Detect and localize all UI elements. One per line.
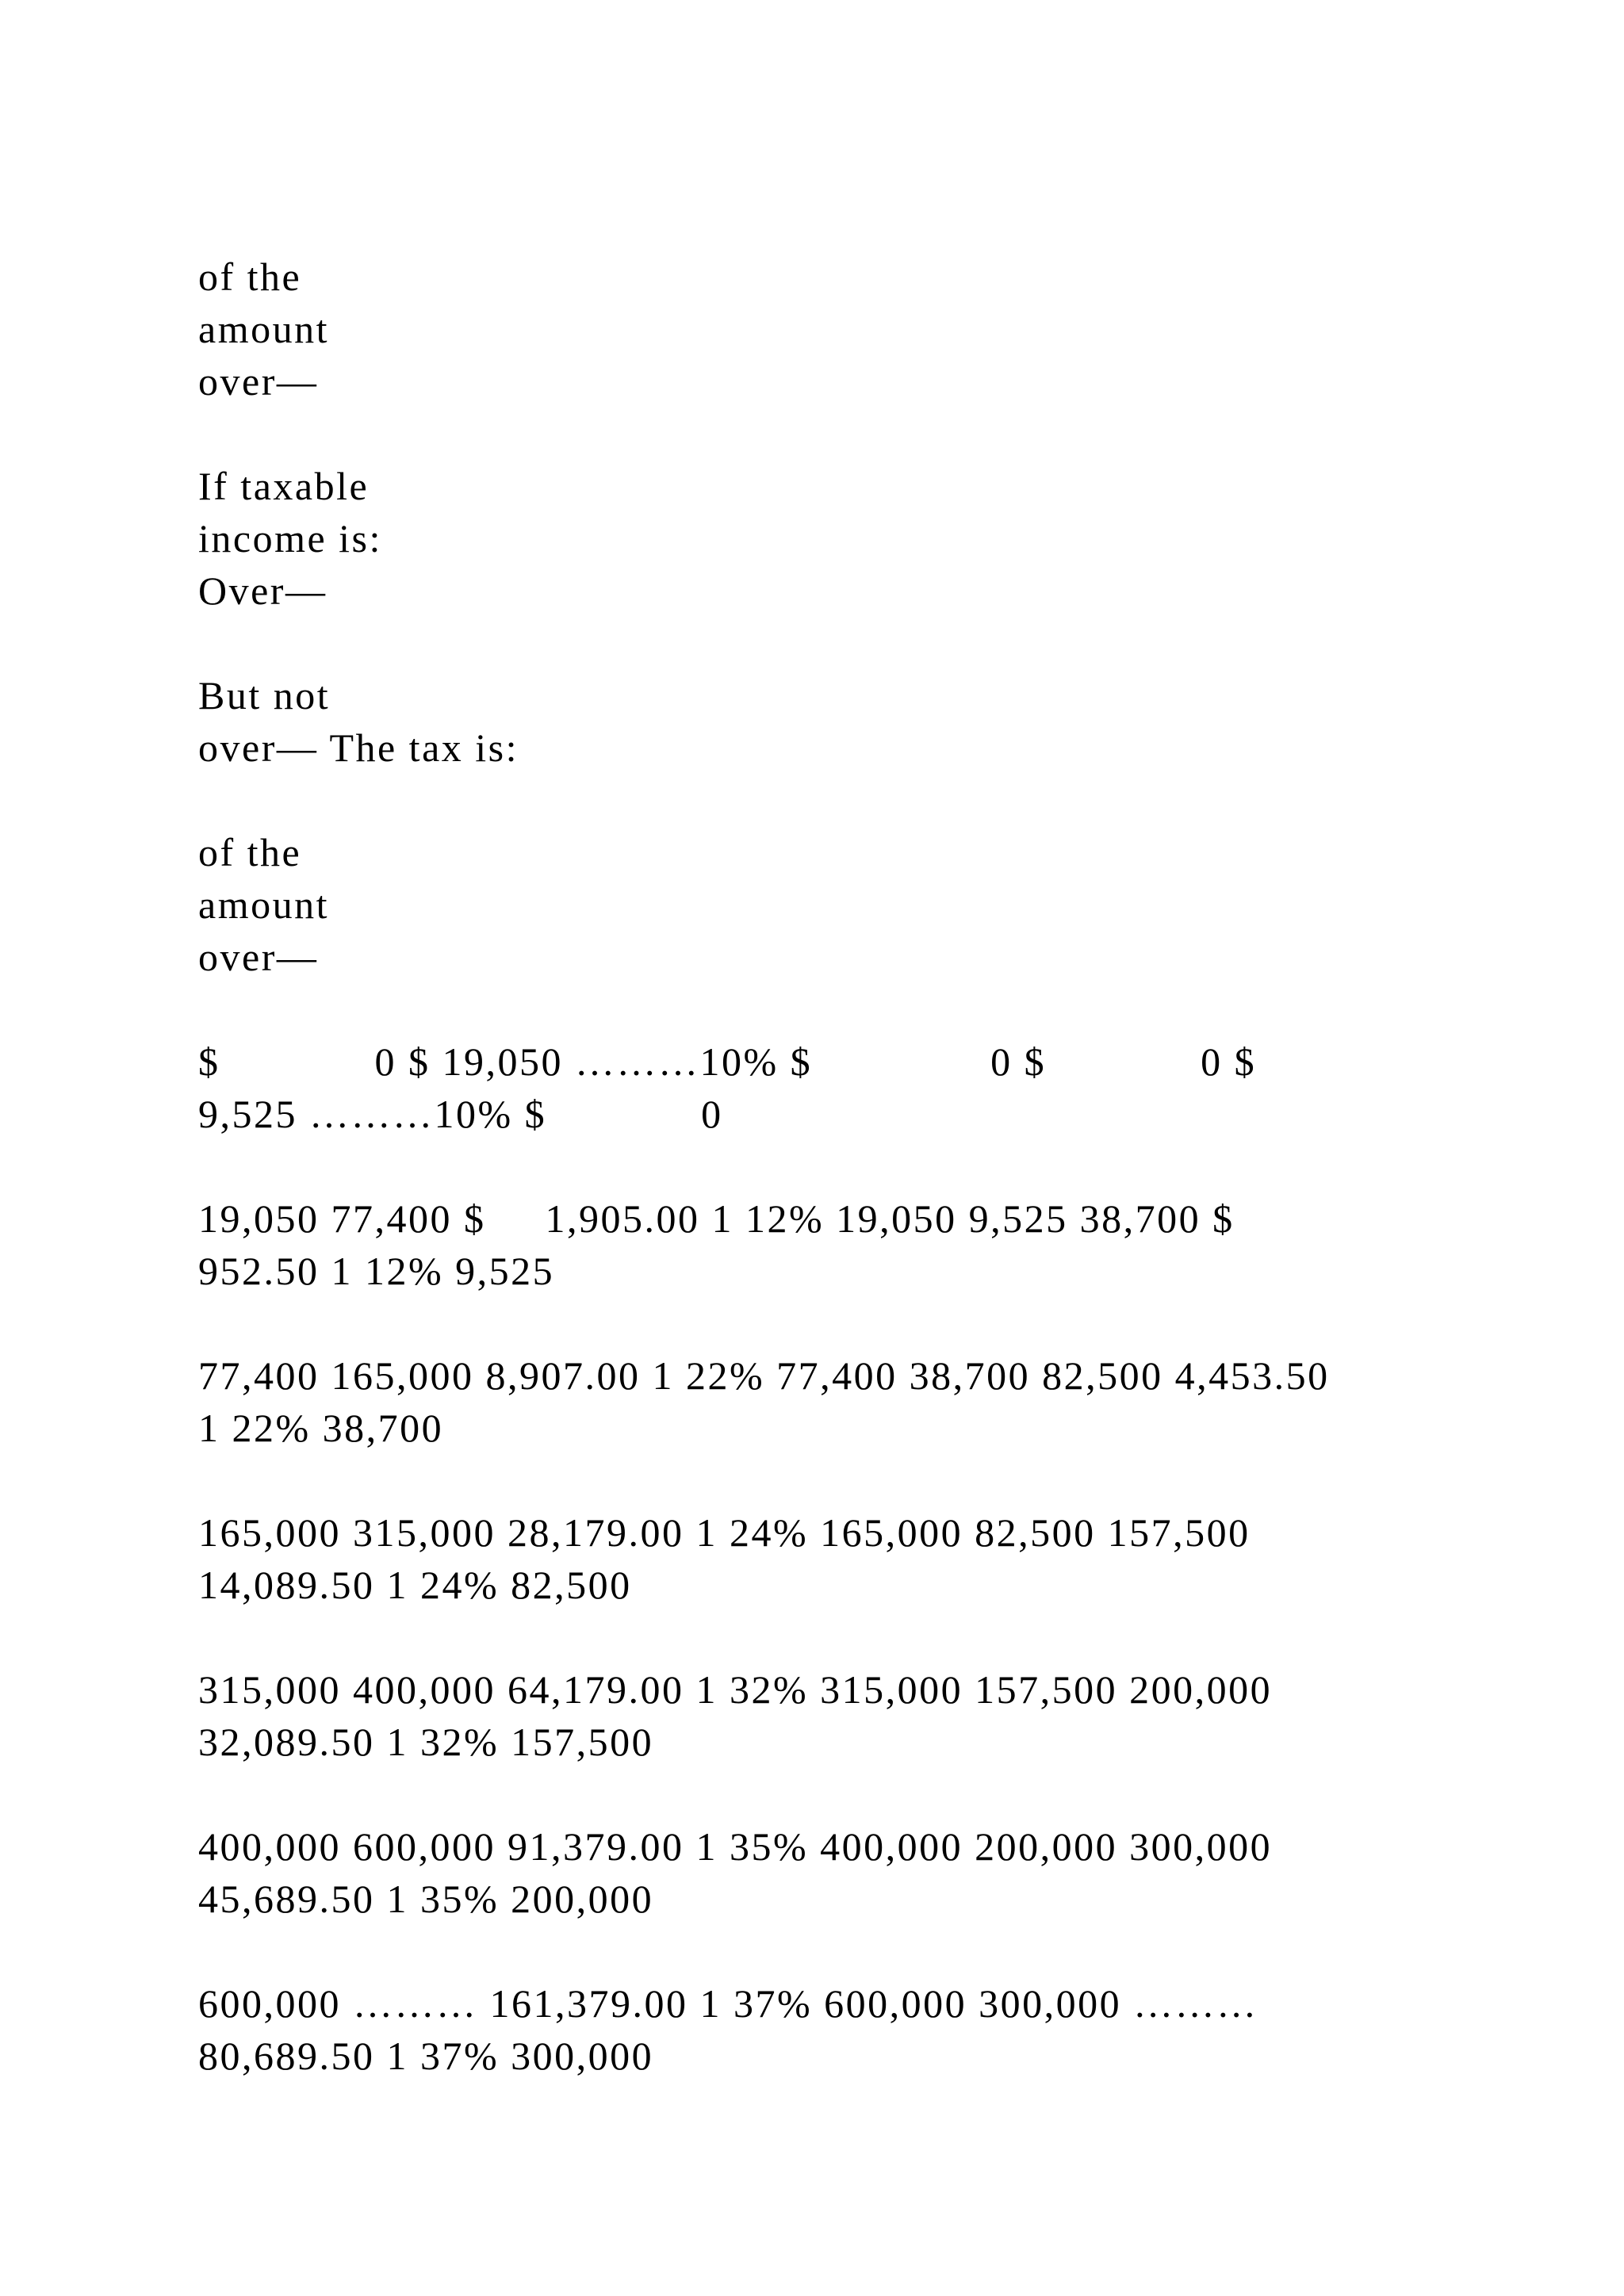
text-line: 952.50 1 12% 9,525 — [198, 1249, 555, 1293]
tax-row-bracket-32 — [198, 1663, 1483, 1768]
text-line: amount — [198, 882, 329, 927]
text-line: 9,525 ………10% $ 0 — [198, 1092, 723, 1136]
text-line: Over— — [198, 568, 327, 613]
text-line: 80,689.50 1 37% 300,000 — [198, 2034, 654, 2078]
document-body — [198, 251, 1483, 2134]
text-line: $ 0 $ 19,050 ………10% $ 0 $ 0 $ — [198, 1039, 1257, 1084]
tax-row-bracket-37 — [198, 1977, 1483, 2082]
paragraph-if-taxable-income — [198, 460, 1483, 617]
text-line: over— The tax is: — [198, 725, 519, 770]
text-line: 32,089.50 1 32% 157,500 — [198, 1720, 654, 1764]
text-line: income is: — [198, 516, 382, 561]
text-line: 77,400 165,000 8,907.00 1 22% 77,400 38,700 82,500 4,453.50 — [198, 1353, 1330, 1398]
text-line: 600,000 ……… 161,379.00 1 37% 600,000 300,000 ……… — [198, 1981, 1258, 2026]
text-line: 19,050 77,400 $ 1,905.00 1 12% 19,050 9,525 38,700 $ — [198, 1196, 1235, 1241]
text-line: 45,689.50 1 35% 200,000 — [198, 1877, 654, 1921]
text-line: of the — [198, 254, 302, 299]
tax-row-bracket-35 — [198, 1820, 1483, 1925]
text-line: over— — [198, 359, 319, 404]
text-line: 1 22% 38,700 — [198, 1406, 444, 1450]
text-line: 400,000 600,000 91,379.00 1 35% 400,000 200,000 300,000 — [198, 1824, 1273, 1869]
tax-row-bracket-10 — [198, 1035, 1483, 1140]
tax-row-bracket-12 — [198, 1192, 1483, 1297]
text-line: 14,089.50 1 24% 82,500 — [198, 1563, 632, 1607]
tax-row-bracket-24 — [198, 1506, 1483, 1611]
paragraph-of-the-amount-over-2 — [198, 826, 1483, 983]
tax-row-bracket-22 — [198, 1349, 1483, 1454]
text-line: of the — [198, 830, 302, 874]
text-line: If taxable — [198, 464, 370, 508]
text-line: 315,000 400,000 64,179.00 1 32% 315,000 157,500 200,000 — [198, 1667, 1273, 1712]
text-line: But not — [198, 673, 331, 718]
text-line: amount — [198, 307, 329, 351]
text-line: 165,000 315,000 28,179.00 1 24% 165,000 82,500 157,500 — [198, 1510, 1251, 1555]
paragraph-but-not-over — [198, 669, 1483, 774]
text-line: over— — [198, 935, 319, 979]
paragraph-of-the-amount-over-1 — [198, 251, 1483, 408]
